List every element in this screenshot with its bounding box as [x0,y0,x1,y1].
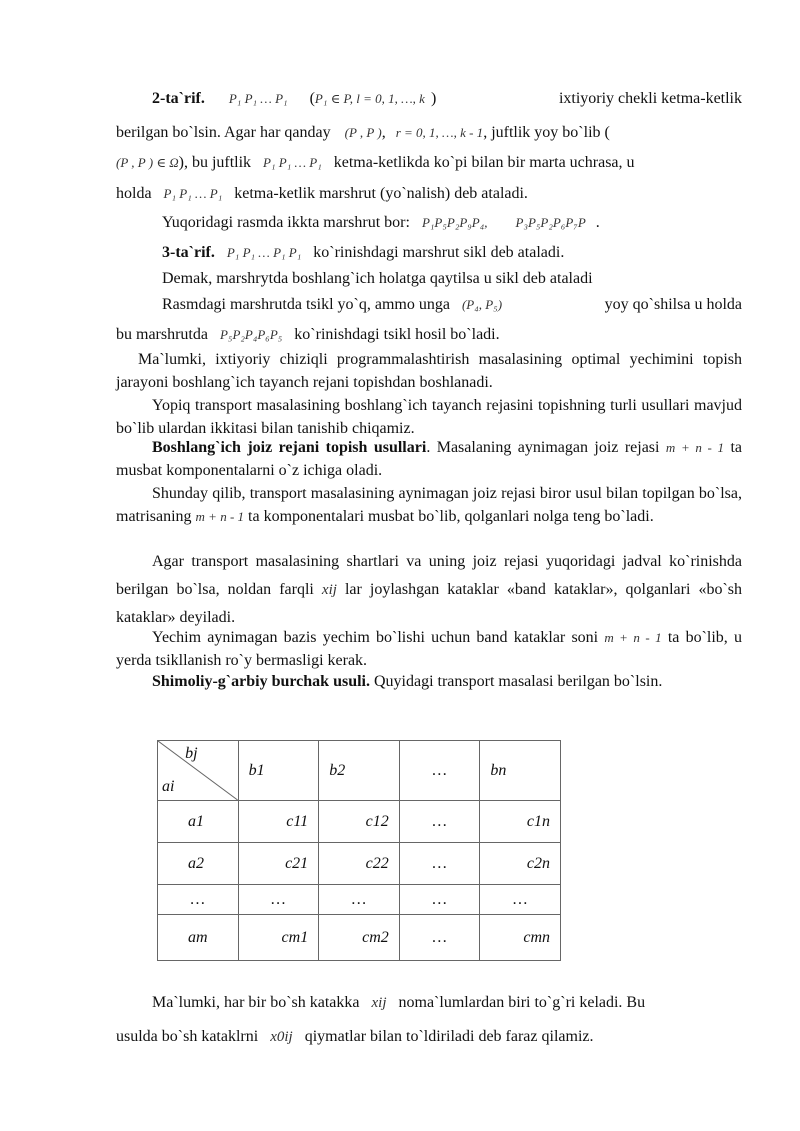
definition-2-label: 2-ta`rif. [152,90,205,107]
table-cell: b1 [238,741,319,801]
paragraph-basis-solution: Yechim aynimagan bazis yechim bo`lishi uchun band kataklar soni m + n - 1 ta bo`lib, u yerda tsikllanish ro`y bermasligi kerak. [116,629,743,669]
paragraph-optimal-solution: Ma`lumki, ixtiyoriy chiziqli programmalashtirish masalasining optimal yechimini topish jarayoni boshlang`ich tayanch rejani topishdan boshlanadi. [116,351,742,391]
definition-2-line-3: (P , P ) ∈ Ω), bu juftlik P₁ P₁ … P₁ ketma-ketlikda ko`pi bilan bir marta uchrasa, u [116,154,635,171]
routes-line: Yuqoridagi rasmda ikkta marshrut bor: P₁P₅P₂P₉P₄, P₃P₅P₂P₆P₇P . [162,214,600,231]
table-cell: am [158,915,239,961]
arc-formula: (P₄, P₅) [461,297,503,312]
table-row [158,915,561,961]
section-heading-northwest: Shimoliy-g`arbiy burchak usuli. [152,673,370,690]
table-cell: a2 [158,843,239,885]
route-2-formula: P₃P₅P₂P₆P₇P [515,215,586,230]
table-cell: … [399,801,480,843]
table-cell: … [158,885,239,915]
table-cell: c21 [238,843,319,885]
expr-m-n-1-c: m + n - 1 [604,630,662,645]
route-cycle-line-1: Rasmdagi marshrutda tsikl yo`q, ammo unga (P₄, P₅) [162,296,503,313]
table-cell: b2 [319,741,400,801]
table-header-row [158,741,561,801]
paragraph-methods: Yopiq transport masalasining boshlang`ich tayanch rejasini topishning turli usullari mavjud bo`lib ulardan ikkitasi bilan tanishib chiqamiz. [116,397,742,437]
table-cell: … [480,885,561,915]
transport-table [157,740,561,961]
definition-2-tail: ixtiyoriy chekli ketma-ketlik [558,90,742,107]
definition-2-line-2: berilgan bo`lsin. Agar har qanday (P , P ), r = 0, 1, …, k - 1, juftlik yoy bo`lib ( [116,124,610,141]
paragraph-nondegenerate: Shunday qilib, transport masalasining aynimagan joiz rejasi biror usul bilan topilgan bo`lsa, matrisaning m + n - 1 ta komponentalari musbat bo`lib, qolganlari nolga teng bo`ladi. [116,485,742,525]
table-row [158,843,561,885]
pair-formula: (P , P ) [344,125,382,140]
cycle-note-line: Demak, marshrytda boshlang`ich holatga qaytilsa u sikl deb ataladi [162,270,593,287]
definition-2-line-1: 2-ta`rif. P₁ P₁ … P₁ (P₁ ∈ P, l = 0, 1, …, k ) [152,90,437,107]
table-cell: c22 [319,843,400,885]
paragraph-initial-plan: Boshlang`ich joiz rejani topish usullari. Masalaning aynimagan joiz rejasi m + n - 1 ta musbat komponentalarni o`z ichiga oladi. [116,439,743,479]
table-cell: cm2 [319,915,400,961]
sequence-formula-3: P₁ P₁ … P₁ [163,186,223,201]
route-cycle-line-1-tail: yoy qo`shilsa u holda [604,296,742,313]
table-cell: cm1 [238,915,319,961]
header-ai: ai [162,778,175,795]
table-cell: cmn [480,915,561,961]
expr-m-n-1-b: m + n - 1 [195,509,245,524]
table-cell: c1n [480,801,561,843]
table-cell: c2n [480,843,561,885]
range-formula: r = 0, 1, …, k - 1 [395,125,484,140]
table-corner-cell [158,741,239,801]
table-cell: … [238,885,319,915]
sequence-formula-2: P₁ P₁ … P₁ [263,155,322,170]
header-bj: bj [185,745,198,762]
var-xij: xij [321,582,337,598]
definition-3-line: 3-ta`rif. P₁ P₁ … P₁ P₁ ko`rinishdagi marshrut sikl deb ataladi. [162,244,565,261]
sequence-formula: P₁ P₁ … P₁ [228,91,288,106]
route-cycle-line-2: bu marshrutda P₅P₂P₄P₆P₅ ko`rinishdagi tsikl hosil bo`ladi. [116,326,500,343]
route-1-formula: P₁P₅P₂P₉P₄, [421,215,488,230]
table-row [158,885,561,915]
table-cell: … [399,741,480,801]
paragraph-occupied-cells: Agar transport masalasining shartlari va uning joiz rejasi yuqoridagi jadval ko`rinishda berilgan bo`lsa, noldan farqli xij lar joylashgan kataklar «band kataklar», qolganlari «bo`sh kataklar» deyiladi. [116,553,742,626]
table-cell: a1 [158,801,239,843]
definition-3-label: 3-ta`rif. [162,244,215,261]
table-cell: … [399,843,480,885]
var-xij-2: xij [371,995,387,1011]
expr-m-n-1: m + n - 1 [665,440,725,455]
closing-line-1: Ma`lumki, har bir bo`sh katakka xij noma`lumlardan biri to`g`ri keladi. Bu [152,994,646,1011]
table-cell: … [399,915,480,961]
paragraph-northwest: Shimoliy-g`arbiy burchak usuli. Quyidagi transport masalasi berilgan bo`lsin. [152,673,663,690]
definition-2-line-4: holda P₁ P₁ … P₁ ketma-ketlik marshrut (yo`nalish) deb ataladi. [116,185,528,202]
cycle-formula: P₅P₂P₄P₆P₅ [219,327,283,342]
table-cell: c12 [319,801,400,843]
table-cell: bn [480,741,561,801]
table-cell: … [399,885,480,915]
closing-line-2: usulda bo`sh kataklrni x0ij qiymatlar bilan to`ldiriladi deb faraz qilamiz. [116,1028,594,1045]
table-cell: c11 [238,801,319,843]
cycle-sequence-formula: P₁ P₁ … P₁ P₁ [226,245,302,260]
var-x0ij: x0ij [270,1029,293,1045]
table-row [158,801,561,843]
condition-formula: P₁ ∈ P, l = 0, 1, …, k [314,91,425,106]
omega-formula: (P , P ) ∈ Ω [116,155,179,170]
section-heading-methods: Boshlang`ich joiz rejani topish usullari [152,439,427,456]
table-cell: … [319,885,400,915]
